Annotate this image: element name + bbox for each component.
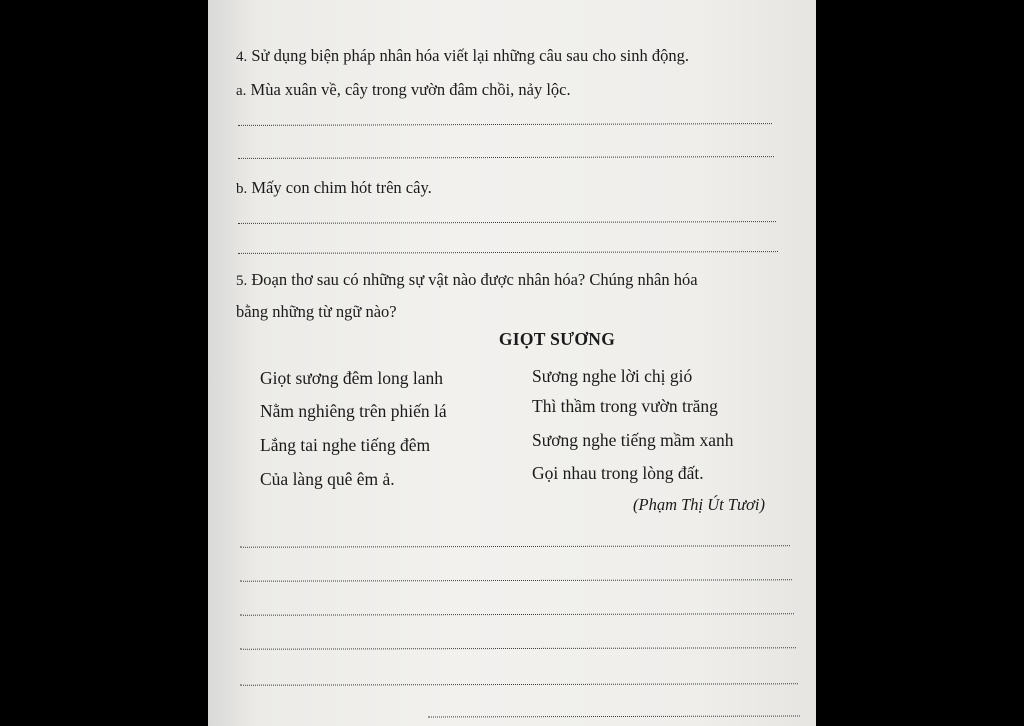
answer-line: [240, 579, 792, 581]
exercise-4a-sentence: [236, 80, 571, 101]
exercise-5-prompt-line2: bằng những từ ngữ nào?: [236, 302, 397, 321]
answer-line: [238, 123, 772, 126]
poem-right-line-4: Gọi nhau trong lòng đất.: [532, 463, 704, 483]
answer-line: [240, 545, 790, 547]
exercise-4-number: 4.: [236, 49, 248, 65]
answer-line: [238, 221, 776, 224]
exercise-5-question: [236, 270, 698, 291]
answer-line: [240, 683, 798, 685]
answer-line: [240, 647, 796, 649]
exercise-4-prompt: Sử dụng biện pháp nhân hóa viết lại những câu sau cho sinh động.: [251, 46, 690, 65]
exercise-4a-text: Mùa xuân về, cây trong vườn đâm chồi, nảy lộc.: [250, 80, 571, 99]
exercise-4-question: [236, 46, 689, 67]
poem-right-line-1: Sương nghe lời chị gió: [532, 366, 693, 386]
answer-line: [238, 156, 774, 159]
poem-title: GIỌT SƯƠNG: [498, 329, 616, 349]
exercise-4a-label: a.: [236, 83, 247, 99]
poem-left-line-3: Lắng tai nghe tiếng đêm: [260, 435, 431, 455]
answer-line: [240, 613, 794, 615]
exercise-4b-label: b.: [236, 181, 248, 197]
answer-line: [238, 251, 778, 254]
poem-left-line-1: Giọt sương đêm long lanh: [260, 368, 444, 388]
worksheet-page: [208, 0, 816, 726]
exercise-5-prompt-line1: Đoạn thơ sau có những sự vật nào được nhân hóa? Chúng nhân hóa: [251, 270, 698, 289]
poem-author: (Phạm Thị Út Tươi): [633, 495, 765, 514]
poem-left-line-4: Của làng quê êm ả.: [260, 469, 395, 489]
exercise-4b-text: Mấy con chim hót trên cây.: [251, 178, 432, 197]
exercise-5-number: 5.: [236, 273, 248, 289]
exercise-4b-sentence: [236, 178, 432, 199]
poem-right-line-2: Thì thầm trong vườn trăng: [532, 396, 718, 416]
poem-right-line-3: Sương nghe tiếng mầm xanh: [532, 430, 734, 450]
poem-left-line-2: Nằm nghiêng trên phiến lá: [260, 401, 447, 421]
answer-line: [428, 716, 800, 718]
